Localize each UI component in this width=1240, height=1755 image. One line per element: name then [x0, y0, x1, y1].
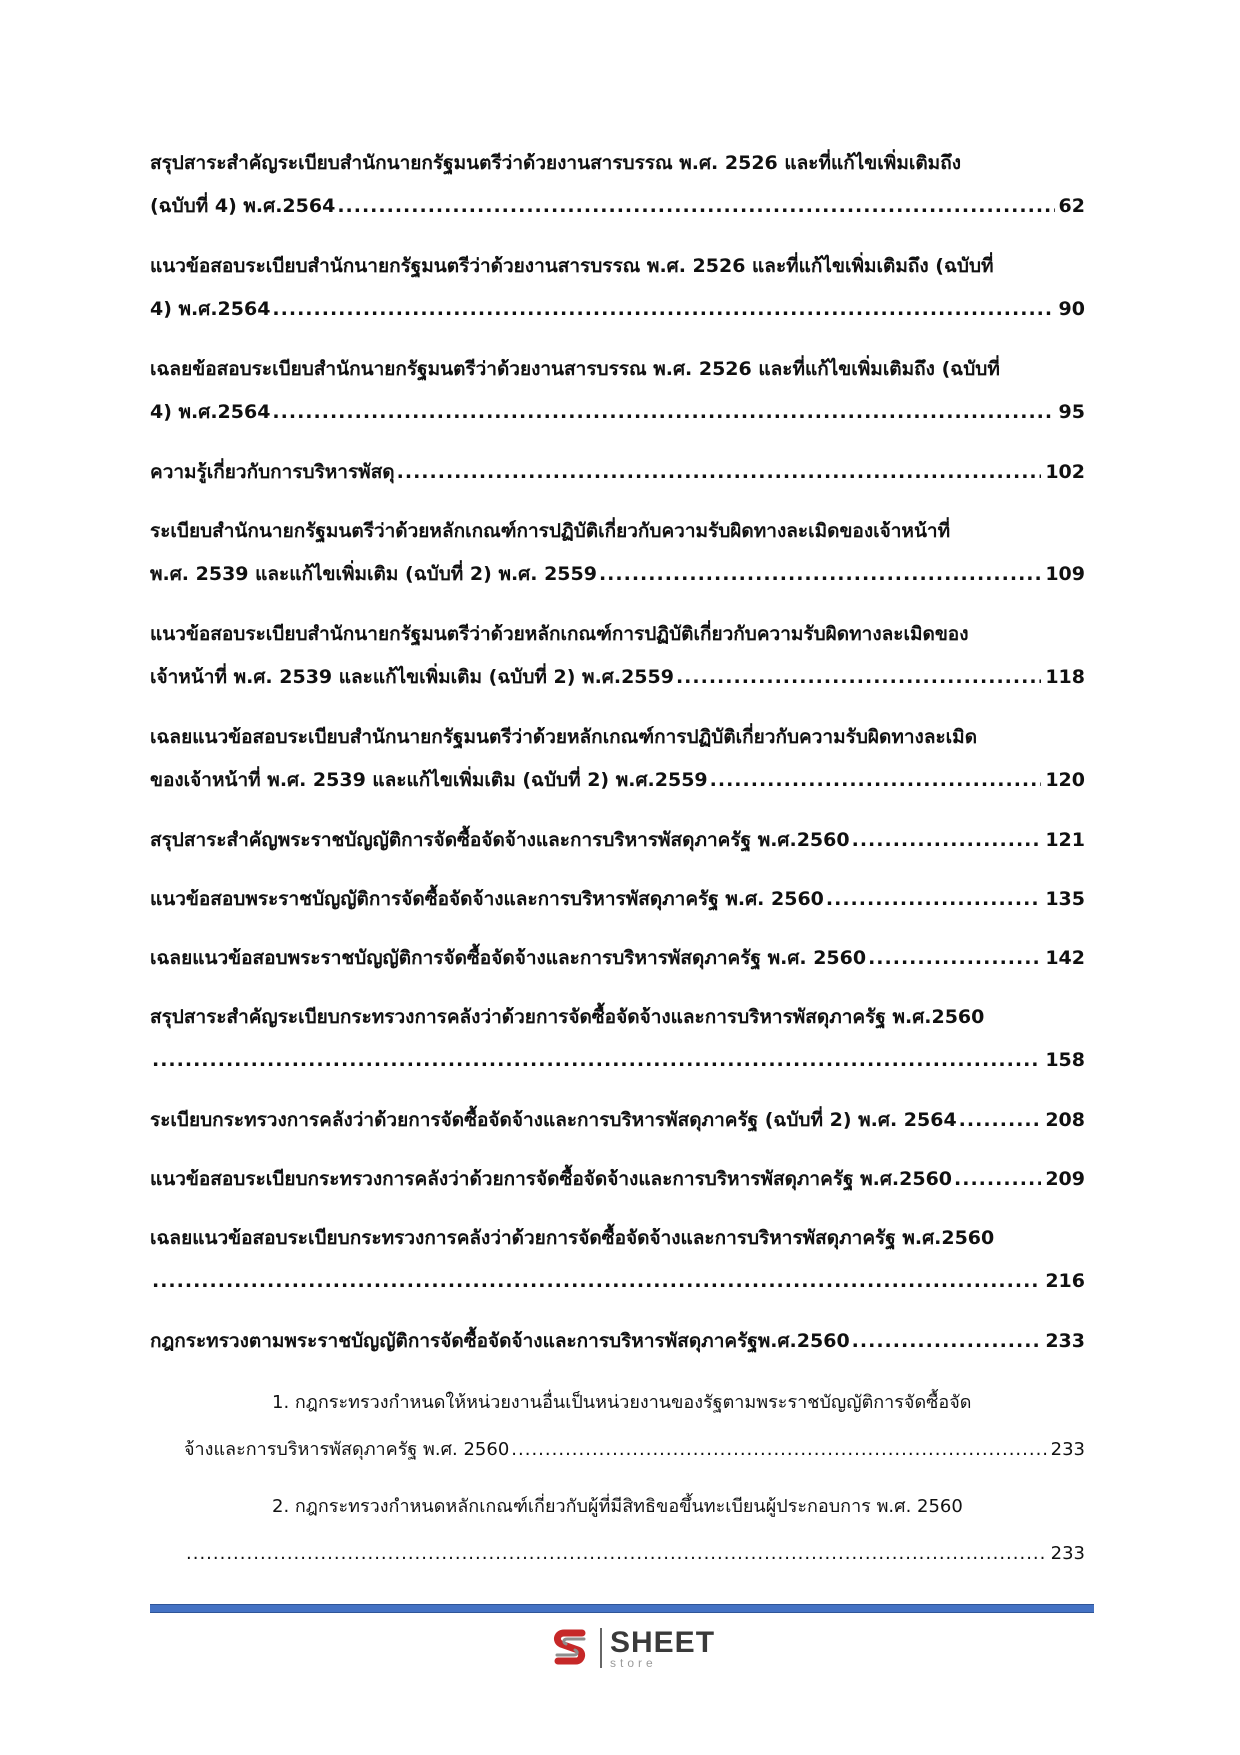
- toc-entry-title: เฉลยแนวข้อสอบระเบียบสำนักนายกรัฐมนตรีว่าด้วยหลักเกณฑ์การปฏิบัติเกี่ยวกับความรับผิดทางละเมิด: [150, 726, 978, 748]
- dot-leader: [152, 1039, 1041, 1082]
- toc-page-number: 208: [1045, 1109, 1085, 1131]
- toc-entry[interactable]: [150, 996, 1085, 1082]
- dot-leader: [959, 1099, 1042, 1142]
- dot-leader: [186, 1530, 1047, 1577]
- toc-entry-title: ความรู้เกี่ยวกับการบริหารพัสดุ: [150, 461, 395, 483]
- toc-page-number: 158: [1045, 1049, 1085, 1071]
- toc-page-number: 209: [1045, 1168, 1085, 1190]
- footer-rule: [150, 1604, 1094, 1613]
- dot-leader: [152, 1260, 1041, 1303]
- toc-entry[interactable]: [150, 1099, 1085, 1142]
- toc-entry-title: เจ้าหน้าที่ พ.ศ. 2539 และแก้ไขเพิ่มเติม (ฉบับที่ 2) พ.ศ.2559: [150, 666, 674, 688]
- toc-sub-entry[interactable]: [150, 1379, 1085, 1473]
- toc-entry[interactable]: [150, 613, 1085, 699]
- toc-entry-title: แนวข้อสอบระเบียบกระทรวงการคลังว่าด้วยการจัดซื้อจัดจ้างและการบริหารพัสดุภาครัฐ พ.ศ.2560: [150, 1168, 953, 1190]
- toc-entry-title: กฎกระทรวงตามพระราชบัญญัติการจัดซื้อจัดจ้างและการบริหารพัสดุภาครัฐพ.ศ.2560: [150, 1330, 850, 1352]
- toc-sub-entry-title: 2. กฎกระทรวงกำหนดหลักเกณฑ์เกี่ยวกับผู้ที่มีสิทธิขอขึ้นทะเบียนผู้ประกอบการ พ.ศ. 2560: [272, 1496, 963, 1517]
- dot-leader: [397, 451, 1042, 494]
- toc-entry-title: พ.ศ. 2539 และแก้ไขเพิ่มเติม (ฉบับที่ 2) พ.ศ. 2559: [150, 563, 597, 585]
- toc-sub-entry[interactable]: [150, 1483, 1085, 1577]
- toc-page-number: 95: [1058, 401, 1085, 423]
- toc-entry[interactable]: [150, 1158, 1085, 1201]
- logo-brand-text: SHEET: [610, 1625, 716, 1659]
- dot-leader: [868, 937, 1041, 980]
- toc-page-number: 142: [1045, 947, 1085, 969]
- toc-entry[interactable]: [150, 716, 1085, 802]
- toc-entry[interactable]: [150, 1217, 1085, 1303]
- dot-leader: [676, 656, 1041, 699]
- sheet-store-logo: [548, 1620, 715, 1676]
- toc-entry-title: เฉลยแนวข้อสอบระเบียบกระทรวงการคลังว่าด้วยการจัดซื้อจัดจ้างและการบริหารพัสดุภาครัฐ พ.ศ.2560: [150, 1227, 995, 1249]
- toc-entry-line: [150, 142, 1085, 185]
- toc-entry[interactable]: [150, 819, 1085, 862]
- toc-page-number: 120: [1045, 769, 1085, 791]
- toc-entry-title: ระเบียบกระทรวงการคลังว่าด้วยการจัดซื้อจัดจ้างและการบริหารพัสดุภาครัฐ (ฉบับที่ 2) พ.ศ. 2564: [150, 1109, 957, 1131]
- toc-entry[interactable]: [150, 348, 1085, 434]
- toc-entry-title: ระเบียบสำนักนายกรัฐมนตรีว่าด้วยหลักเกณฑ์การปฏิบัติเกี่ยวกับความรับผิดทางละเมิดของเจ้าหน้าที่: [150, 520, 951, 542]
- dot-leader: [710, 759, 1042, 802]
- toc-entry-line: [150, 185, 1085, 228]
- toc-entry[interactable]: [150, 451, 1085, 494]
- toc-entry-title: สรุปสาระสำคัญระเบียบสำนักนายกรัฐมนตรีว่าด้วยงานสารบรรณ พ.ศ. 2526 และที่แก้ไขเพิ่มเติมถึง: [150, 152, 961, 174]
- toc-page-number: 135: [1045, 888, 1085, 910]
- logo-divider: [600, 1628, 602, 1668]
- logo-wordmark: [610, 1625, 716, 1670]
- table-of-contents: [150, 142, 1085, 1587]
- toc-entry[interactable]: [150, 245, 1085, 331]
- toc-entry[interactable]: [150, 878, 1085, 921]
- toc-page-number: 102: [1045, 461, 1085, 483]
- toc-entry-title: เฉลยแนวข้อสอบพระราชบัญญัติการจัดซื้อจัดจ้างและการบริหารพัสดุภาครัฐ พ.ศ. 2560: [150, 947, 867, 969]
- toc-page-number: 216: [1045, 1270, 1085, 1292]
- toc-entry-title: ของเจ้าหน้าที่ พ.ศ. 2539 และแก้ไขเพิ่มเติม (ฉบับที่ 2) พ.ศ.2559: [150, 769, 708, 791]
- toc-entry-title: แนวข้อสอบระเบียบสำนักนายกรัฐมนตรีว่าด้วยงานสารบรรณ พ.ศ. 2526 และที่แก้ไขเพิ่มเติมถึง (ฉบับที่: [150, 255, 994, 277]
- dot-leader: [599, 553, 1041, 596]
- toc-page-number: 118: [1045, 666, 1085, 688]
- toc-entry-title: แนวข้อสอบระเบียบสำนักนายกรัฐมนตรีว่าด้วยหลักเกณฑ์การปฏิบัติเกี่ยวกับความรับผิดทางละเมิดของ: [150, 623, 969, 645]
- toc-page-number: 109: [1045, 563, 1085, 585]
- dot-leader: [272, 288, 1054, 331]
- dot-leader: [954, 1158, 1041, 1201]
- toc-entry-title: เฉลยข้อสอบระเบียบสำนักนายกรัฐมนตรีว่าด้วยงานสารบรรณ พ.ศ. 2526 และที่แก้ไขเพิ่มเติมถึง (ฉบับที่: [150, 358, 1000, 380]
- toc-entry-title: แนวข้อสอบพระราชบัญญัติการจัดซื้อจัดจ้างและการบริหารพัสดุภาครัฐ พ.ศ. 2560: [150, 888, 824, 910]
- toc-entry-title: สรุปสาระสำคัญระเบียบกระทรวงการคลังว่าด้วยการจัดซื้อจัดจ้างและการบริหารพัสดุภาครัฐ พ.ศ.2560: [150, 1006, 985, 1028]
- sheet-s-logo-icon: [548, 1625, 594, 1671]
- toc-entry[interactable]: [150, 937, 1085, 980]
- dot-leader: [337, 185, 1054, 228]
- toc-entry-title: (ฉบับที่ 4) พ.ศ.2564: [150, 195, 336, 217]
- toc-entry-title: 4) พ.ศ.2564: [150, 401, 271, 423]
- toc-entry[interactable]: [150, 510, 1085, 596]
- toc-sub-entry-title: 1. กฎกระทรวงกำหนดให้หน่วยงานอื่นเป็นหน่วยงานของรัฐตามพระราชบัญญัติการจัดซื้อจัด: [272, 1392, 972, 1413]
- toc-page-number: 121: [1045, 829, 1085, 851]
- toc-page-number: 233: [1050, 1439, 1085, 1460]
- toc-page-number: 62: [1058, 195, 1085, 217]
- dot-leader: [852, 1320, 1042, 1363]
- toc-entry[interactable]: [150, 1320, 1085, 1363]
- toc-entry-title: 4) พ.ศ.2564: [150, 298, 271, 320]
- toc-sub-entry-title: จ้างและการบริหารพัสดุภาครัฐ พ.ศ. 2560: [184, 1439, 510, 1460]
- dot-leader: [511, 1426, 1046, 1473]
- toc-entry[interactable]: [150, 142, 1085, 228]
- toc-page-number: 233: [1045, 1330, 1085, 1352]
- dot-leader: [826, 878, 1041, 921]
- toc-page-number: 233: [1050, 1543, 1085, 1564]
- logo-sub-brand-text: store: [610, 1655, 657, 1670]
- dot-leader: [852, 819, 1042, 862]
- toc-page-number: 90: [1058, 298, 1085, 320]
- dot-leader: [272, 391, 1054, 434]
- toc-entry-title: สรุปสาระสำคัญพระราชบัญญัติการจัดซื้อจัดจ้างและการบริหารพัสดุภาครัฐ พ.ศ.2560: [150, 829, 850, 851]
